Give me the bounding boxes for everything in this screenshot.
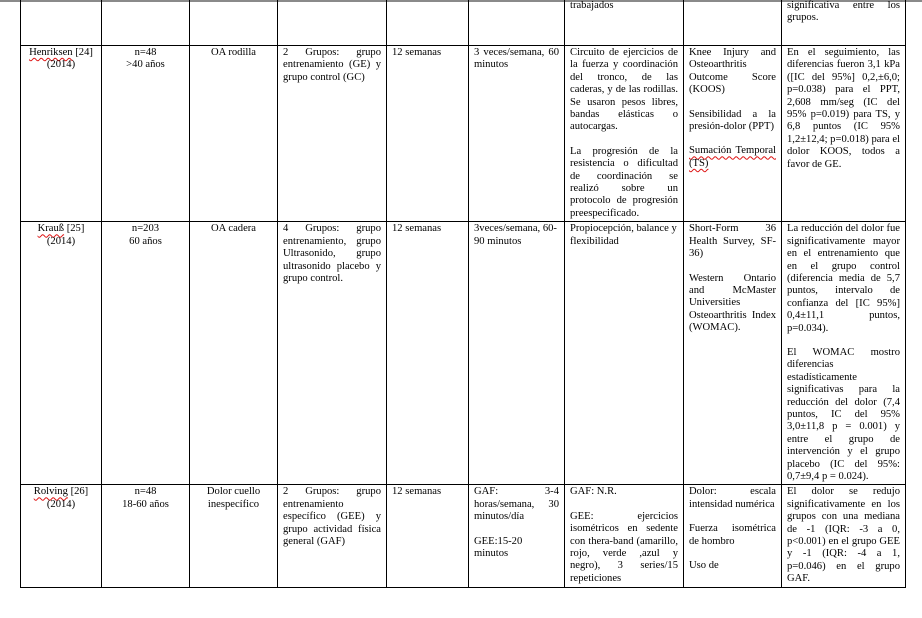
intervention-text: Circuito de ejercicios de la fuerza y coordinación del tronco, de las caderas, y de las rodillas. Se usaron pesos libres, bandas elásticas o autocargas. [570, 47, 678, 133]
sample-cell [102, 485, 190, 588]
frequency-cell [469, 0, 565, 46]
author-cell [21, 0, 102, 46]
condition-cell [190, 485, 278, 588]
groups-cell [278, 222, 387, 485]
frequency-text: 3veces/semana, 60-90 minutos [474, 223, 557, 247]
measure-text: Western Ontario and McMaster Universities Osteoarthritis Index (WOMAC). [689, 272, 776, 334]
author-name: Rolving [33, 486, 68, 498]
table-row [21, 485, 906, 588]
measures-cell [684, 222, 782, 485]
duration-text: 12 semanas [392, 486, 442, 498]
measure-text: Fuerza isométrica de hombro [689, 523, 776, 547]
results-text: El dolor se redujo significativamente en los grupos con una mediana de -1 (IQR: -3 a 0, p<0.001) en el grupo GEE y -1 (IQR: -4 a 1, p=0.046) en el grupo GAF. [787, 486, 900, 585]
table-row [21, 0, 906, 46]
intervention-text: Propiocepción, balance y flexibilidad [570, 223, 677, 247]
measure-text: Sumación Temporal (TS) [689, 145, 776, 169]
groups-text: 4 Grupos: grupo entrenamiento, grupo Ultrasonido, grupo ultrasonido placebo y grupo control. [283, 223, 381, 284]
results-text: significativa entre los grupos. [787, 0, 900, 24]
frequency-cell [469, 46, 565, 222]
measures-cell [684, 46, 782, 222]
studies-table [20, 0, 906, 588]
sample-size: n=203 [131, 223, 160, 235]
condition-text: OA rodilla [210, 47, 257, 58]
intervention-cell [565, 485, 684, 588]
author-cell [21, 485, 102, 588]
author-ref: [26] [70, 486, 89, 498]
duration-text: 12 semanas [392, 47, 442, 58]
author-name: Krauß [37, 223, 65, 235]
measures-cell [684, 485, 782, 588]
condition-text: Dolor cuello inespecífico [206, 486, 261, 510]
results-text: En el seguimiento, las diferencias fueron 3,1 kPa ([IC del 95%] 0,2,±6,0; p=0.038) para el PPT, 2,608 mm/seg (IC del 95% p=0.019) para TS, y 6,8 puntos (IC 95% 1,2±12,4; p=0.018) para el dolor KOOS, todos a favor de GE. [787, 47, 900, 170]
results-cell [782, 0, 906, 46]
measure-text: Sensibilidad a la presión-dolor (PPT) [689, 108, 776, 133]
intervention-cell [565, 46, 684, 222]
author-year: (2014) [46, 59, 76, 71]
results-cell [782, 485, 906, 588]
author-year: (2014) [46, 235, 76, 247]
measure-text: Uso de [689, 560, 719, 572]
condition-cell [190, 0, 278, 46]
duration-text: 12 semanas [392, 223, 442, 235]
frequency-cell [469, 485, 565, 588]
groups-cell [278, 46, 387, 222]
intervention-text: trabajados [570, 0, 614, 11]
intervention-text: La progresión de la resistencia o dificultad de coordinación se realizó sobre un protocolo de progresión preespecificado. [570, 145, 678, 219]
measures-cell [684, 0, 782, 46]
frequency-text: 3 veces/semana, 60 minutos [474, 47, 559, 71]
author-ref: [25] [66, 223, 85, 235]
sample-size: n=48 [134, 47, 157, 58]
frequency-text: GEE:15-20 minutos [474, 535, 523, 560]
measure-text: Dolor: escala intensidad numérica [689, 486, 776, 510]
condition-text: OA cadera [211, 223, 256, 235]
table-row [21, 46, 906, 222]
author-name: Henriksen [29, 47, 73, 58]
author-ref: [24] [75, 47, 93, 58]
results-cell [782, 46, 906, 222]
intervention-text: GEE: ejercicios isométricos en sedente con thera-band (amarillo, rojo, verde ,azul y negro), 3 series/15 repeticiones [570, 510, 678, 584]
sample-age: 60 años [129, 235, 162, 247]
measure-text: Knee Injury and Osteoarthritis Outcome Score (KOOS) [689, 47, 776, 96]
groups-text: 2 Grupos: grupo entrenamiento específico (GEE) y grupo actividad física general (GAF) [283, 486, 381, 548]
groups-cell [278, 0, 387, 46]
sample-size: n=48 [134, 486, 157, 498]
measure-text: Short-Form 36 Health Survey, SF-36) [689, 223, 776, 260]
sample-age: 18-60 años [122, 498, 169, 510]
intervention-cell [565, 0, 684, 46]
table-row [21, 222, 906, 485]
frequency-cell [469, 222, 565, 485]
author-cell [21, 222, 102, 485]
results-text: El WOMAC mostro diferencias estadísticamente significativas para la reducción del dolor (7,4 puntos, IC del 95% 3,0±11,8 p = 0.001) y entre el grupo de intervención y el grupo placebo (IC del 95%: 0,7±9,4 p = 0.024). [787, 346, 900, 482]
sample-cell [102, 46, 190, 222]
author-cell [21, 46, 102, 222]
groups-cell [278, 485, 387, 588]
duration-cell [387, 0, 469, 46]
groups-text: 2 Grupos: grupo entrenamiento (GE) y grupo control (GC) [283, 47, 381, 83]
duration-cell [387, 485, 469, 588]
results-text: La reducción del dolor fue significativamente mayor en el entrenamiento que en el grupo control (diferencia media de 5,7 puntos, intervalo de confianza del [IC 95%] 0,4±11,1 puntos, p=0.034). [787, 223, 900, 334]
duration-cell [387, 46, 469, 222]
sample-cell [102, 222, 190, 485]
sample-cell [102, 0, 190, 46]
frequency-text: GAF: 3-4 horas/semana, 30 minutos/día [474, 486, 559, 523]
sample-age: >40 años [126, 59, 165, 71]
condition-cell [190, 46, 278, 222]
author-year: (2014) [46, 498, 76, 510]
duration-cell [387, 222, 469, 485]
intervention-cell [565, 222, 684, 485]
intervention-text: GAF: N.R. [570, 486, 617, 498]
results-cell [782, 222, 906, 485]
condition-cell [190, 222, 278, 485]
